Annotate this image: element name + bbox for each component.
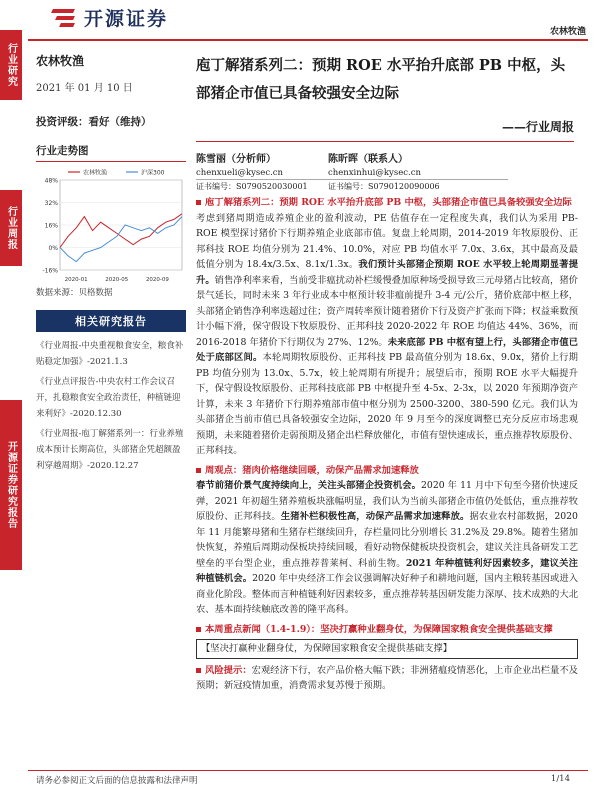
trend-chart bbox=[36, 164, 186, 284]
industry-label: 农林牧渔 bbox=[36, 54, 85, 68]
section-paragraph: 考虑到猪周期造成养殖企业的盈利波动，PE 估值存在一定程度失真，我们认为采用 PB-ROE 模型探讨猪价下行期养殖企业底部市值。复盘上轮周期，2014-2019 年牧原股份、正邦科技 ROE 均值分别为 21.4%、10.0%，对应 PB 均值水平 7.0x、3.6x，其中最高及最低值分别为 18.4x/3.5x、8.1x/1.3x。我们预计头部猪企预期 ROE 水平较上轮周期显著提升。销售净利率来看，当前受非瘟扰动补栏缓慢叠加原种场受损导致三元母猪占比较高，猪价景气延长，同时未来 3 年行业成本中枢预计较非瘟前提升 3-4 元/公斤，猪价底部中枢上移，头部猪企销售净利率迭超过往；资产周转率预计随着猪价下行及资产扩张而下降；权益乘数预计小幅下滑，保守假设下牧原股份、正邦科技 2020-2022 年 ROE 均值达 44%、36%，而 2016-2018 年猪价下行期仅为 27%、12%。未来底部 PB 中枢有望上行，头部猪企市值已处于底部区间。本轮周期牧原股份、正邦科技 PB 最高值分别为 18.6x、9.0x，猪价上行期 PB 均值分别为 13.0x、5.7x，较上轮周期有所提升；展望后市，预期 ROE 水平大幅提升下，保守假设牧原股份、正邦科技底部 PB 中枢提升至 4-5x、2-3x，以 2020 年预期净资产计算，未来 3 年猪价下行期养殖部市值中枢分别为 2500-3200、380-590 亿元。我们认为头部猪企当前市值已具备较强安全边际，2020 年 9 月至今的深度调整已充分反应市场悲观预期，未来随着猪价走弱预期及猪企出栏释放催化，市值有望快速成长，重点推荐牧原股份、正邦科技。 bbox=[196, 212, 578, 456]
bullet-icon bbox=[196, 668, 201, 673]
brand-logo bbox=[50, 2, 168, 32]
bullet-icon bbox=[196, 627, 201, 632]
report-date: 2021 年 01 月 10 日 bbox=[36, 83, 133, 94]
author-name: 陈雪丽（分析师） bbox=[196, 154, 276, 165]
brand-name: 开源证券 bbox=[84, 7, 169, 30]
legend-label: 沪深300 bbox=[141, 169, 165, 177]
logo-mark-icon bbox=[50, 7, 78, 27]
author-name: 陈昕晖（联系人） bbox=[328, 154, 408, 165]
report-subtitle: ——行业周报 bbox=[501, 120, 574, 134]
x-tick-label: 2020-05 bbox=[105, 277, 129, 283]
header-section: 农林牧渔 bbox=[549, 27, 586, 37]
bullet-icon bbox=[196, 468, 201, 473]
trend-chart-title: 行业走势图 bbox=[36, 143, 186, 162]
sidebar-weekly-label: 行业周报 bbox=[0, 190, 22, 266]
page-number: 1/14 bbox=[550, 774, 570, 784]
trend-chart-svg bbox=[36, 164, 186, 284]
report-title: 庖丁解猪系列二：预期 ROE 水平抬升底部 PB 中枢，头部猪企市值已具备较强安全边际 bbox=[196, 57, 566, 102]
section-roe bbox=[196, 195, 578, 459]
chart-source: 数据来源：贝格数据 bbox=[36, 288, 113, 298]
y-tick-label: -16% bbox=[42, 267, 58, 275]
section-paragraph: 春节前猪价景气度持续向上，关注头部猪企投资机会。2020 年 11 月中下旬至今猪价快速反弹，2021 年初超生猪养殖板块涨幅明显，我们认为当前头部猪企市值仍处低估，重点推荐牧原股份、正邦科技。生猪补栏积极性高，动保产品需求加速释放。据农业农村部数据，2020 年 11 月能繁母猪和生猪存栏继续回升，存栏量同比分别增长 31.2%及 29.8%。随着生猪加快恢复，养殖后周期动保板块持续回暖，看好动物保健板块投资机会，建议关注具备研发工艺壁垒的平台型企业，重点推荐普莱柯、科前生物。2021 年种植链利好因素较多，建议关注种植链机会。2020 年中央经济工作会议强调解决好种子和耕地问题，国内主粮转基因或进入商业化阶段。整体而言种植链利好因素较多，重点推荐转基因研发能力深厚、技术成熟的大北农、基本面持续触底改善的隆平高科。 bbox=[196, 480, 578, 615]
author-card bbox=[328, 150, 508, 192]
header-divider bbox=[28, 39, 588, 41]
y-tick-label: 0% bbox=[48, 245, 58, 252]
x-tick-label: 2020-01 bbox=[64, 277, 88, 283]
related-report-item[interactable]: 《行业周报-中央重视粮食安全，粮食补贴稳定加强》-2021.1.3 bbox=[36, 341, 184, 367]
bullet-icon bbox=[196, 200, 201, 205]
section-weekly-view bbox=[196, 463, 578, 618]
section-paragraph: 风险提示：宏观经济下行，农产品价格大幅下跌；非洲猪瘟疫情恶化，上市企业出栏量不及预期；新冠疫情加重，消费需求复苏慢于预期。 bbox=[196, 664, 578, 691]
report-body bbox=[196, 194, 578, 694]
section-news bbox=[196, 622, 578, 659]
related-reports-header: 相关研究报告 bbox=[36, 310, 186, 332]
y-tick-label: 48% bbox=[44, 177, 58, 185]
sidebar-research-label: 行业研究 bbox=[0, 30, 22, 100]
legend-label: 农林牧渔 bbox=[83, 169, 108, 177]
author-email[interactable]: chenxueli@kysec.cn bbox=[196, 168, 284, 178]
section-heading: 庖丁解猪系列二：预期 ROE 水平抬升底部 PB 中枢，头部猪企市值已具备较强安全边际 bbox=[196, 195, 578, 211]
footer-divider bbox=[28, 770, 588, 771]
related-reports-list bbox=[36, 338, 186, 474]
related-report-item[interactable]: 《行业周报-庖丁解猪系列一：行业养殖成本预计长期高位，头部猪企凭超额盈利穿越周期》-2020.12.27 bbox=[36, 429, 184, 471]
y-tick-label: 16% bbox=[44, 222, 58, 230]
section-heading: 周观点：猪肉价格继续回暖，动保产品需求加速释放 bbox=[196, 463, 578, 479]
section-risk bbox=[196, 663, 578, 694]
sidebar bbox=[0, 0, 22, 800]
investment-rating: 投资评级：看好（维持） bbox=[36, 116, 152, 128]
sidebar-report-label: 开源证券研究报告 bbox=[0, 400, 22, 570]
author-cert: 证书编号：S0790520030001 bbox=[196, 179, 376, 192]
section-heading: 本周重点新闻（1.4-1.9）：坚决打赢种业翻身仗，为保障国家粮食安全提供基础支撑 bbox=[196, 622, 578, 638]
news-item[interactable]: 【坚决打赢种业翻身仗，为保障国家粮食安全提供基础支撑】 bbox=[196, 639, 578, 659]
footer-disclaimer: 请务必参阅正文后面的信息披露和法律声明 bbox=[36, 776, 198, 786]
y-tick-label: 32% bbox=[44, 200, 58, 207]
title-divider bbox=[196, 141, 574, 142]
author-email[interactable]: chenxinhui@kysec.cn bbox=[328, 168, 421, 178]
related-report-item[interactable]: 《行业点评报告-中央农村工作会议召开，扎稳粮食安全政治责任，种植链迎来利好》-2020.12.30 bbox=[36, 377, 181, 419]
x-tick-label: 2020-09 bbox=[145, 277, 169, 283]
author-cert: 证书编号：S0790120090006 bbox=[328, 179, 508, 192]
left-column bbox=[36, 52, 186, 478]
